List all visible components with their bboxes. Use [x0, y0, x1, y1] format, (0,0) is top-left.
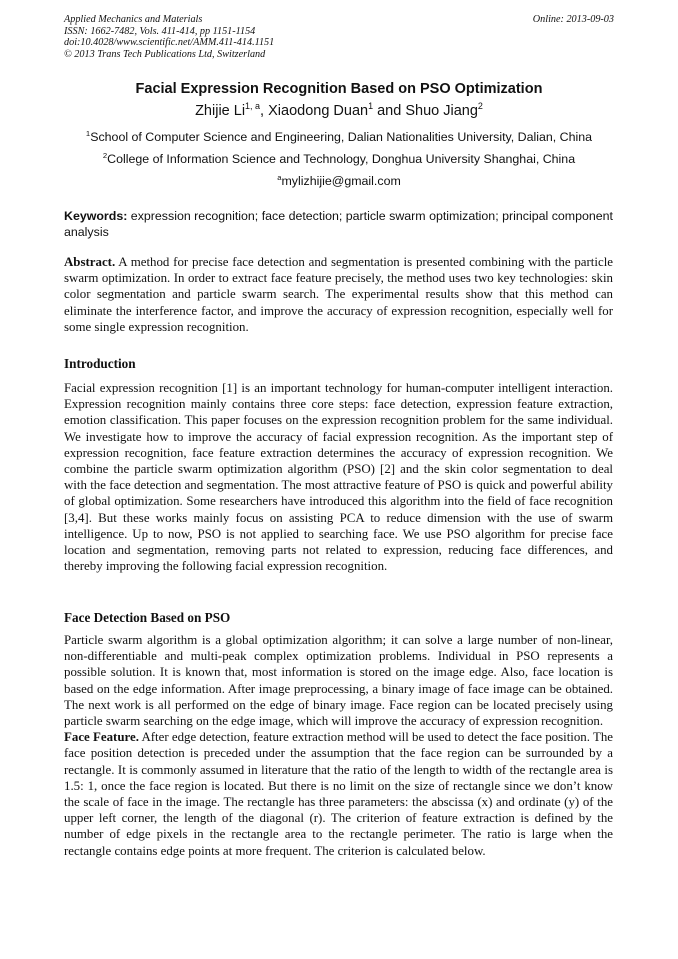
abstract-label: Abstract.: [64, 255, 116, 269]
author-name: Xiaodong Duan: [268, 103, 369, 119]
keywords-text: expression recognition; face detection; particle swarm optimization; principal component analysis: [64, 209, 613, 240]
author-email: $^a$mylizhijie@gmail.com: [277, 172, 401, 188]
online-date: Online: 2013-09-03: [532, 14, 614, 25]
paper-title: Facial Expression Recognition Based on PSO Optimization: [135, 81, 543, 97]
affiliation-2: $^2$College of Information Science and Technology, Donghua University Shanghai, China: [102, 150, 576, 166]
author-line: [0, 103, 678, 119]
doi-line: doi:10.4028/www.scientific.net/AMM.411-414.1151: [64, 37, 275, 49]
abstract-text: A method for precise face detection and segmentation is presented combining with the particle swarm optimization. In order to extract face feature precisely, the method uses two key technologies: skin color segmentation and particle swarm search. The experimental results show that this method can eliminate the interference factor, and improve the accuracy of expression recognition, especially well for some single expression recognition.: [64, 255, 613, 334]
face-feature-text: After edge detection, feature extraction method will be used to detect the face position. The face position detection is preceded under the assumption that the face region can be surrounded by a rectangle. It is commonly assumed in literature that the ratio of the length to width of the rectangle area is 1.5: 1, once the face region is located. But there is no limit on the size of rectangle since we don’t know the scale of face in the image. The rectangle has three parameters: the abscissa (x) and ordinate (y) of the upper left corner, the length of the diagonal (r). The criterion of feature extraction is defined by the number of edge pixels in the rectangle area to the rectangle perimeter. The ratio is large when the rectangle contains edge points at more frequent. The criterion is calculated below.: [64, 730, 613, 858]
copyright-line: © 2013 Trans Tech Publications Ltd, Switzerland: [64, 48, 266, 60]
author-affiliation-mark: 1, a: [245, 101, 261, 112]
journal-header: [64, 14, 614, 60]
introduction-paragraph: Facial expression recognition [1] is an important technology for human-computer intelligent interaction. Expression recognition mainly contains three core steps: face detection, expression feature extraction, emotion classification. This paper focuses on the expression recognition problem for the same individual. We investigate how to improve the accuracy of facial expression recognition. As the important step of expression recognition, face feature extraction determines the accuracy of expression recognition. We combine the particle swarm optimization algorithm (PSO) [2] and the skin color segmentation to deal with the face detection and segmentation. The most attractive feature of PSO is quick and powerful ability of global optimization. Some researchers have introduced this algorithm into the field of face recognition [3,4]. But these works mainly focus on assisting PCA to reduce dimension with the use of swarm intelligence. Up to now, PSO is not applied to searching face. We use PSO algorithm for precise face location and segmentation, removing parts not related to expression, reducing face differences, and thereby improving the following facial expression recognition.: [64, 381, 613, 574]
keywords: [64, 208, 613, 240]
author-affiliation-mark: 1: [368, 101, 374, 112]
keywords-label: Keywords:: [64, 209, 128, 223]
issn-line: ISSN: 1662-7482, Vols. 411-414, pp 1151-1154: [64, 25, 256, 37]
author-separator: and: [373, 103, 406, 119]
affiliation-1: $^1$School of Computer Science and Engineering, Dalian Nationalities University, Dalian, China: [85, 128, 593, 144]
section-heading-introduction: Introduction: [64, 356, 136, 371]
face-detection-paragraph: [64, 632, 613, 859]
face-feature-label: Face Feature.: [64, 730, 139, 745]
section-heading-face-detection: Face Detection Based on PSO: [64, 610, 231, 625]
author-name: Zhijie Li: [195, 103, 246, 119]
face-feature-paragraph: [64, 729, 613, 859]
abstract: [64, 254, 613, 335]
author-separator: ,: [260, 103, 269, 119]
journal-name: Applied Mechanics and Materials: [64, 14, 203, 25]
author-name: Shuo Jiang: [405, 103, 478, 119]
author-affiliation-mark: 2: [477, 101, 483, 112]
face-detection-text: Particle swarm algorithm is a global optimization algorithm; it can solve a large number of non-linear, non-differentiable and multi-peak complex optimization problems. Individual in PSO represents a possible solution. It is known that, most information is stored on the image edge. Also, face location is based on the edge information. After image preprocessing, a binary image of face image can be obtained. The next work is all performed on the edge of binary image. Face region can be located precisely using particle swarm searching on the edge image, which will improve the accuracy of expression recognition.: [64, 633, 613, 729]
